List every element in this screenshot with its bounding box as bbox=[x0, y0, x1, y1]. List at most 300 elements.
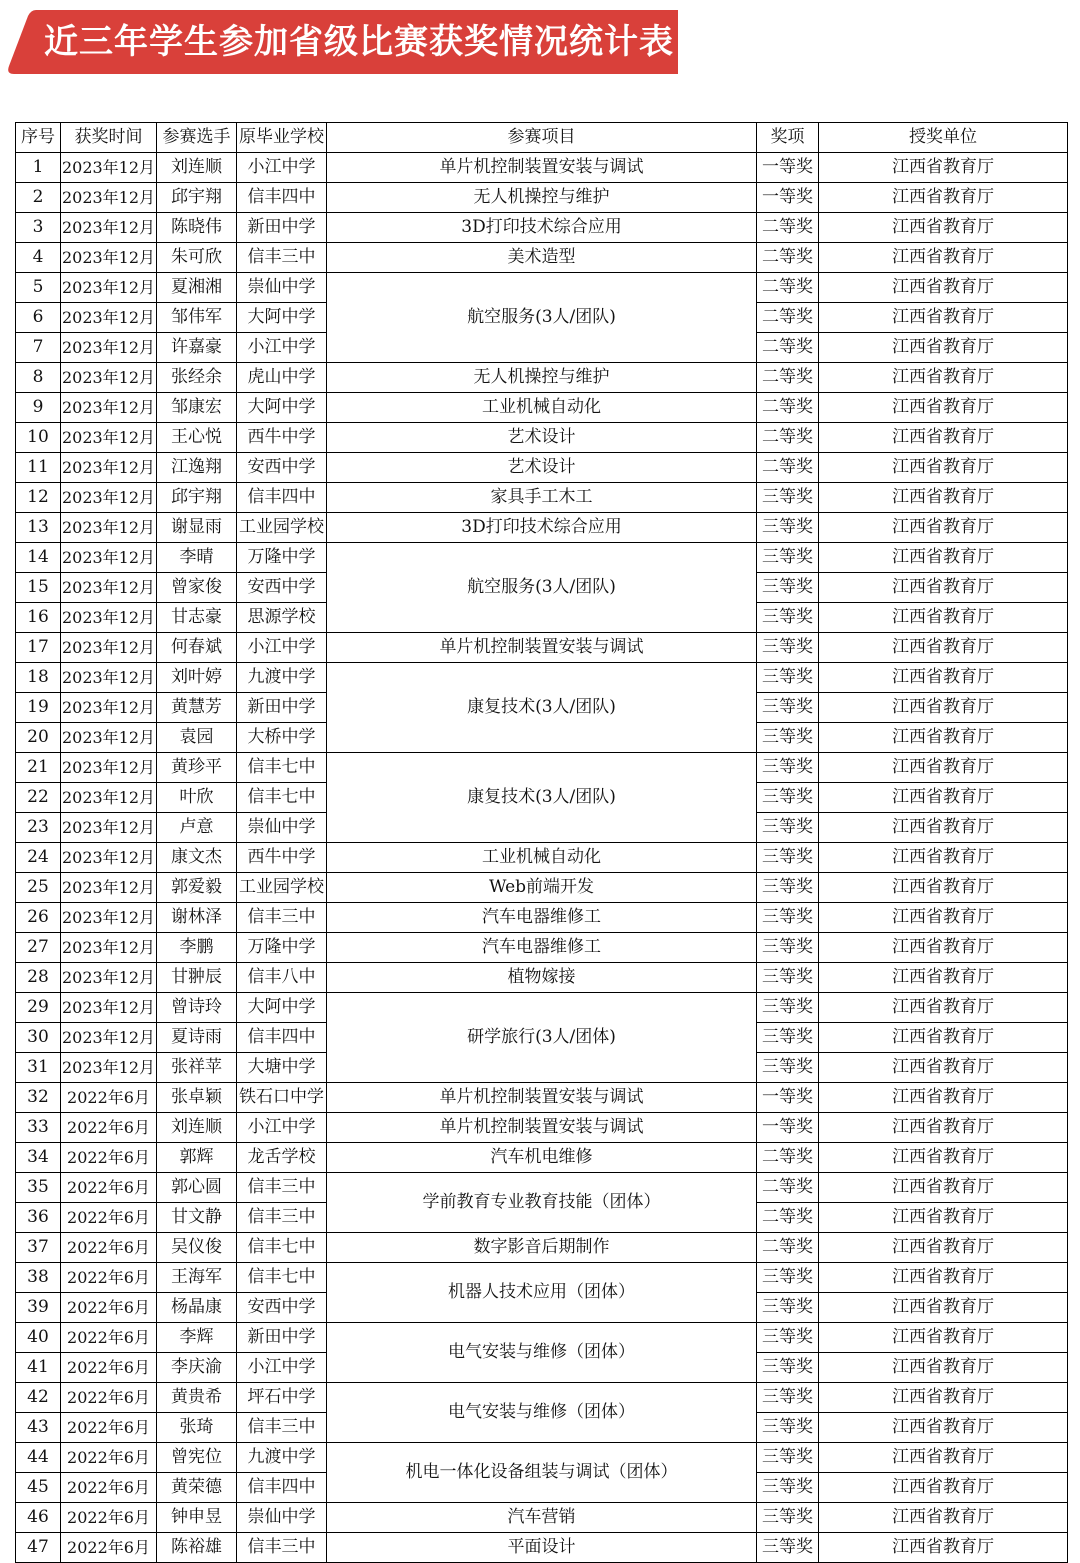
cell-no: 19 bbox=[16, 693, 61, 723]
cell-award: 三等奖 bbox=[757, 753, 819, 783]
table-row bbox=[16, 513, 1068, 543]
cell-date: 2023年12月 bbox=[61, 213, 157, 243]
cell-school: 信丰三中 bbox=[237, 1413, 327, 1443]
cell-date: 2022年6月 bbox=[61, 1353, 157, 1383]
cell-school: 小江中学 bbox=[237, 1353, 327, 1383]
cell-award: 三等奖 bbox=[757, 1473, 819, 1503]
cell-no: 1 bbox=[16, 153, 61, 183]
cell-award: 二等奖 bbox=[757, 213, 819, 243]
cell-project: 航空服务(3人/团队) bbox=[327, 273, 757, 363]
table-header-row bbox=[16, 123, 1068, 153]
table-row bbox=[16, 843, 1068, 873]
cell-project: 汽车机电维修 bbox=[327, 1143, 757, 1173]
table-row bbox=[16, 753, 1068, 783]
cell-date: 2022年6月 bbox=[61, 1503, 157, 1533]
cell-name: 何春斌 bbox=[157, 633, 237, 663]
cell-project: 3D打印技术综合应用 bbox=[327, 213, 757, 243]
cell-org: 江西省教育厅 bbox=[819, 423, 1068, 453]
cell-award: 二等奖 bbox=[757, 363, 819, 393]
cell-org: 江西省教育厅 bbox=[819, 1173, 1068, 1203]
cell-date: 2023年12月 bbox=[61, 423, 157, 453]
cell-school: 工业园学校 bbox=[237, 873, 327, 903]
cell-award: 一等奖 bbox=[757, 1083, 819, 1113]
cell-school: 安西中学 bbox=[237, 573, 327, 603]
cell-name: 张经余 bbox=[157, 363, 237, 393]
cell-date: 2023年12月 bbox=[61, 483, 157, 513]
cell-award: 二等奖 bbox=[757, 423, 819, 453]
cell-name: 郭爱毅 bbox=[157, 873, 237, 903]
cell-date: 2023年12月 bbox=[61, 543, 157, 573]
cell-date: 2023年12月 bbox=[61, 633, 157, 663]
cell-name: 夏诗雨 bbox=[157, 1023, 237, 1053]
cell-org: 江西省教育厅 bbox=[819, 633, 1068, 663]
cell-org: 江西省教育厅 bbox=[819, 393, 1068, 423]
cell-name: 刘叶婷 bbox=[157, 663, 237, 693]
cell-school: 崇仙中学 bbox=[237, 813, 327, 843]
cell-org: 江西省教育厅 bbox=[819, 1203, 1068, 1233]
cell-project: 汽车电器维修工 bbox=[327, 903, 757, 933]
cell-name: 王海军 bbox=[157, 1263, 237, 1293]
cell-project: 单片机控制装置安装与调试 bbox=[327, 1113, 757, 1143]
cell-school: 信丰三中 bbox=[237, 1203, 327, 1233]
cell-award: 二等奖 bbox=[757, 1173, 819, 1203]
cell-school: 九渡中学 bbox=[237, 663, 327, 693]
cell-name: 卢意 bbox=[157, 813, 237, 843]
cell-project: 无人机操控与维护 bbox=[327, 183, 757, 213]
cell-no: 3 bbox=[16, 213, 61, 243]
cell-org: 江西省教育厅 bbox=[819, 483, 1068, 513]
cell-name: 钟申昱 bbox=[157, 1503, 237, 1533]
cell-date: 2022年6月 bbox=[61, 1473, 157, 1503]
cell-name: 朱可欣 bbox=[157, 243, 237, 273]
cell-school: 大阿中学 bbox=[237, 993, 327, 1023]
cell-name: 邹康宏 bbox=[157, 393, 237, 423]
cell-date: 2023年12月 bbox=[61, 453, 157, 483]
cell-project: 美术造型 bbox=[327, 243, 757, 273]
cell-school: 龙舌学校 bbox=[237, 1143, 327, 1173]
cell-date: 2022年6月 bbox=[61, 1533, 157, 1563]
cell-school: 安西中学 bbox=[237, 453, 327, 483]
cell-no: 18 bbox=[16, 663, 61, 693]
table-row bbox=[16, 453, 1068, 483]
cell-project: 单片机控制装置安装与调试 bbox=[327, 1083, 757, 1113]
cell-org: 江西省教育厅 bbox=[819, 813, 1068, 843]
cell-project: 工业机械自动化 bbox=[327, 393, 757, 423]
cell-school: 信丰四中 bbox=[237, 1023, 327, 1053]
cell-project: 机器人技术应用（团体） bbox=[327, 1263, 757, 1323]
title-banner bbox=[6, 10, 678, 74]
cell-no: 47 bbox=[16, 1533, 61, 1563]
cell-school: 万隆中学 bbox=[237, 543, 327, 573]
cell-org: 江西省教育厅 bbox=[819, 1443, 1068, 1473]
cell-award: 三等奖 bbox=[757, 1023, 819, 1053]
cell-award: 三等奖 bbox=[757, 1413, 819, 1443]
cell-award: 三等奖 bbox=[757, 963, 819, 993]
cell-date: 2022年6月 bbox=[61, 1113, 157, 1143]
cell-school: 九渡中学 bbox=[237, 1443, 327, 1473]
cell-no: 9 bbox=[16, 393, 61, 423]
cell-no: 16 bbox=[16, 603, 61, 633]
cell-org: 江西省教育厅 bbox=[819, 1323, 1068, 1353]
page-title: 近三年学生参加省级比赛获奖情况统计表 bbox=[44, 22, 674, 62]
cell-date: 2023年12月 bbox=[61, 603, 157, 633]
cell-project: 植物嫁接 bbox=[327, 963, 757, 993]
table-row bbox=[16, 873, 1068, 903]
cell-name: 袁园 bbox=[157, 723, 237, 753]
cell-date: 2023年12月 bbox=[61, 933, 157, 963]
cell-award: 三等奖 bbox=[757, 933, 819, 963]
cell-school: 信丰七中 bbox=[237, 783, 327, 813]
cell-school: 崇仙中学 bbox=[237, 273, 327, 303]
cell-project: 艺术设计 bbox=[327, 423, 757, 453]
cell-award: 一等奖 bbox=[757, 183, 819, 213]
cell-date: 2023年12月 bbox=[61, 963, 157, 993]
cell-org: 江西省教育厅 bbox=[819, 603, 1068, 633]
cell-org: 江西省教育厅 bbox=[819, 153, 1068, 183]
table-row bbox=[16, 1263, 1068, 1293]
cell-date: 2022年6月 bbox=[61, 1293, 157, 1323]
cell-no: 33 bbox=[16, 1113, 61, 1143]
cell-org: 江西省教育厅 bbox=[819, 693, 1068, 723]
cell-project: 康复技术(3人/团队) bbox=[327, 753, 757, 843]
cell-date: 2023年12月 bbox=[61, 813, 157, 843]
cell-name: 黄珍平 bbox=[157, 753, 237, 783]
cell-name: 陈裕雄 bbox=[157, 1533, 237, 1563]
cell-name: 张卓颖 bbox=[157, 1083, 237, 1113]
cell-org: 江西省教育厅 bbox=[819, 513, 1068, 543]
cell-school: 信丰三中 bbox=[237, 243, 327, 273]
cell-org: 江西省教育厅 bbox=[819, 783, 1068, 813]
table-row bbox=[16, 1443, 1068, 1473]
cell-date: 2023年12月 bbox=[61, 723, 157, 753]
cell-school: 西牛中学 bbox=[237, 843, 327, 873]
cell-name: 郭心圆 bbox=[157, 1173, 237, 1203]
cell-school: 信丰三中 bbox=[237, 1173, 327, 1203]
cell-school: 大桥中学 bbox=[237, 723, 327, 753]
cell-date: 2023年12月 bbox=[61, 363, 157, 393]
table-row bbox=[16, 483, 1068, 513]
header-name: 参赛选手 bbox=[157, 123, 237, 153]
table-row bbox=[16, 273, 1068, 303]
cell-no: 39 bbox=[16, 1293, 61, 1323]
cell-award: 二等奖 bbox=[757, 333, 819, 363]
table-row bbox=[16, 1113, 1068, 1143]
cell-award: 三等奖 bbox=[757, 633, 819, 663]
cell-date: 2023年12月 bbox=[61, 333, 157, 363]
cell-date: 2023年12月 bbox=[61, 993, 157, 1023]
cell-school: 信丰七中 bbox=[237, 1233, 327, 1263]
cell-award: 二等奖 bbox=[757, 393, 819, 423]
header-org: 授奖单位 bbox=[819, 123, 1068, 153]
cell-org: 江西省教育厅 bbox=[819, 183, 1068, 213]
table-row bbox=[16, 933, 1068, 963]
cell-no: 7 bbox=[16, 333, 61, 363]
cell-org: 江西省教育厅 bbox=[819, 1293, 1068, 1323]
cell-school: 新田中学 bbox=[237, 693, 327, 723]
cell-school: 西牛中学 bbox=[237, 423, 327, 453]
cell-school: 大阿中学 bbox=[237, 303, 327, 333]
cell-org: 江西省教育厅 bbox=[819, 273, 1068, 303]
cell-school: 信丰三中 bbox=[237, 903, 327, 933]
cell-award: 三等奖 bbox=[757, 783, 819, 813]
cell-award: 二等奖 bbox=[757, 453, 819, 483]
cell-award: 三等奖 bbox=[757, 1053, 819, 1083]
cell-name: 陈晓伟 bbox=[157, 213, 237, 243]
cell-date: 2022年6月 bbox=[61, 1383, 157, 1413]
cell-project: 航空服务(3人/团队) bbox=[327, 543, 757, 633]
cell-date: 2022年6月 bbox=[61, 1323, 157, 1353]
table-row bbox=[16, 213, 1068, 243]
cell-no: 10 bbox=[16, 423, 61, 453]
cell-no: 17 bbox=[16, 633, 61, 663]
cell-org: 江西省教育厅 bbox=[819, 723, 1068, 753]
table-row bbox=[16, 633, 1068, 663]
cell-award: 二等奖 bbox=[757, 243, 819, 273]
cell-org: 江西省教育厅 bbox=[819, 1413, 1068, 1443]
table-row bbox=[16, 1233, 1068, 1263]
cell-no: 30 bbox=[16, 1023, 61, 1053]
cell-project: 艺术设计 bbox=[327, 453, 757, 483]
cell-no: 24 bbox=[16, 843, 61, 873]
cell-award: 三等奖 bbox=[757, 513, 819, 543]
cell-project: 汽车营销 bbox=[327, 1503, 757, 1533]
cell-award: 三等奖 bbox=[757, 1443, 819, 1473]
cell-project: 机电一体化设备组装与调试（团体） bbox=[327, 1443, 757, 1503]
table-row bbox=[16, 1173, 1068, 1203]
cell-no: 43 bbox=[16, 1413, 61, 1443]
cell-project: 无人机操控与维护 bbox=[327, 363, 757, 393]
cell-date: 2023年12月 bbox=[61, 873, 157, 903]
cell-org: 江西省教育厅 bbox=[819, 573, 1068, 603]
cell-name: 甘文静 bbox=[157, 1203, 237, 1233]
cell-school: 小江中学 bbox=[237, 333, 327, 363]
cell-project: 电气安装与维修（团体） bbox=[327, 1323, 757, 1383]
table-row bbox=[16, 423, 1068, 453]
cell-org: 江西省教育厅 bbox=[819, 903, 1068, 933]
cell-no: 20 bbox=[16, 723, 61, 753]
cell-name: 曾宪位 bbox=[157, 1443, 237, 1473]
cell-org: 江西省教育厅 bbox=[819, 1353, 1068, 1383]
cell-award: 三等奖 bbox=[757, 663, 819, 693]
cell-school: 信丰三中 bbox=[237, 1533, 327, 1563]
cell-no: 5 bbox=[16, 273, 61, 303]
cell-no: 21 bbox=[16, 753, 61, 783]
cell-award: 二等奖 bbox=[757, 303, 819, 333]
table-row bbox=[16, 243, 1068, 273]
cell-school: 信丰八中 bbox=[237, 963, 327, 993]
cell-school: 大阿中学 bbox=[237, 393, 327, 423]
cell-org: 江西省教育厅 bbox=[819, 1233, 1068, 1263]
cell-school: 小江中学 bbox=[237, 633, 327, 663]
cell-date: 2023年12月 bbox=[61, 693, 157, 723]
cell-no: 29 bbox=[16, 993, 61, 1023]
cell-school: 信丰四中 bbox=[237, 1473, 327, 1503]
cell-award: 三等奖 bbox=[757, 573, 819, 603]
cell-name: 邱宇翔 bbox=[157, 483, 237, 513]
cell-date: 2022年6月 bbox=[61, 1413, 157, 1443]
cell-school: 万隆中学 bbox=[237, 933, 327, 963]
cell-org: 江西省教育厅 bbox=[819, 1263, 1068, 1293]
cell-no: 12 bbox=[16, 483, 61, 513]
cell-award: 三等奖 bbox=[757, 843, 819, 873]
cell-award: 三等奖 bbox=[757, 903, 819, 933]
cell-school: 信丰七中 bbox=[237, 753, 327, 783]
cell-school: 坪石中学 bbox=[237, 1383, 327, 1413]
cell-school: 思源学校 bbox=[237, 603, 327, 633]
cell-project: 康复技术(3人/团队) bbox=[327, 663, 757, 753]
cell-no: 41 bbox=[16, 1353, 61, 1383]
cell-project: 单片机控制装置安装与调试 bbox=[327, 633, 757, 663]
cell-date: 2023年12月 bbox=[61, 273, 157, 303]
cell-no: 27 bbox=[16, 933, 61, 963]
cell-org: 江西省教育厅 bbox=[819, 873, 1068, 903]
cell-name: 王心悦 bbox=[157, 423, 237, 453]
cell-no: 2 bbox=[16, 183, 61, 213]
cell-no: 42 bbox=[16, 1383, 61, 1413]
cell-name: 曾诗玲 bbox=[157, 993, 237, 1023]
table-row bbox=[16, 903, 1068, 933]
table-row bbox=[16, 393, 1068, 423]
cell-date: 2023年12月 bbox=[61, 753, 157, 783]
cell-name: 邱宇翔 bbox=[157, 183, 237, 213]
cell-no: 32 bbox=[16, 1083, 61, 1113]
cell-school: 信丰七中 bbox=[237, 1263, 327, 1293]
cell-date: 2023年12月 bbox=[61, 1053, 157, 1083]
cell-org: 江西省教育厅 bbox=[819, 1503, 1068, 1533]
cell-org: 江西省教育厅 bbox=[819, 1023, 1068, 1053]
header-date: 获奖时间 bbox=[61, 123, 157, 153]
cell-project: 工业机械自动化 bbox=[327, 843, 757, 873]
cell-date: 2023年12月 bbox=[61, 663, 157, 693]
table-row bbox=[16, 993, 1068, 1023]
cell-no: 45 bbox=[16, 1473, 61, 1503]
cell-name: 谢林泽 bbox=[157, 903, 237, 933]
cell-award: 二等奖 bbox=[757, 1203, 819, 1233]
cell-name: 许嘉豪 bbox=[157, 333, 237, 363]
cell-date: 2022年6月 bbox=[61, 1263, 157, 1293]
cell-award: 三等奖 bbox=[757, 993, 819, 1023]
awards-table bbox=[15, 122, 1068, 1563]
cell-name: 张祥苹 bbox=[157, 1053, 237, 1083]
cell-name: 黄贵希 bbox=[157, 1383, 237, 1413]
cell-org: 江西省教育厅 bbox=[819, 1533, 1068, 1563]
cell-project: Web前端开发 bbox=[327, 873, 757, 903]
cell-no: 34 bbox=[16, 1143, 61, 1173]
cell-org: 江西省教育厅 bbox=[819, 963, 1068, 993]
cell-no: 23 bbox=[16, 813, 61, 843]
cell-no: 4 bbox=[16, 243, 61, 273]
cell-award: 三等奖 bbox=[757, 873, 819, 903]
cell-no: 26 bbox=[16, 903, 61, 933]
cell-date: 2023年12月 bbox=[61, 153, 157, 183]
cell-no: 46 bbox=[16, 1503, 61, 1533]
cell-org: 江西省教育厅 bbox=[819, 333, 1068, 363]
cell-no: 28 bbox=[16, 963, 61, 993]
cell-name: 曾家俊 bbox=[157, 573, 237, 603]
cell-name: 郭辉 bbox=[157, 1143, 237, 1173]
cell-date: 2023年12月 bbox=[61, 243, 157, 273]
cell-org: 江西省教育厅 bbox=[819, 1053, 1068, 1083]
cell-project: 电气安装与维修（团体） bbox=[327, 1383, 757, 1443]
cell-no: 13 bbox=[16, 513, 61, 543]
cell-no: 8 bbox=[16, 363, 61, 393]
cell-no: 11 bbox=[16, 453, 61, 483]
cell-date: 2022年6月 bbox=[61, 1233, 157, 1263]
header-no: 序号 bbox=[16, 123, 61, 153]
cell-name: 康文杰 bbox=[157, 843, 237, 873]
cell-org: 江西省教育厅 bbox=[819, 843, 1068, 873]
cell-name: 夏湘湘 bbox=[157, 273, 237, 303]
cell-org: 江西省教育厅 bbox=[819, 1143, 1068, 1173]
header-award: 奖项 bbox=[757, 123, 819, 153]
cell-award: 三等奖 bbox=[757, 603, 819, 633]
cell-school: 信丰四中 bbox=[237, 483, 327, 513]
cell-project: 单片机控制装置安装与调试 bbox=[327, 153, 757, 183]
cell-org: 江西省教育厅 bbox=[819, 453, 1068, 483]
cell-award: 三等奖 bbox=[757, 1503, 819, 1533]
cell-name: 吴仪俊 bbox=[157, 1233, 237, 1263]
cell-date: 2023年12月 bbox=[61, 183, 157, 213]
cell-school: 崇仙中学 bbox=[237, 1503, 327, 1533]
cell-name: 谢显雨 bbox=[157, 513, 237, 543]
header-project: 参赛项目 bbox=[327, 123, 757, 153]
cell-no: 36 bbox=[16, 1203, 61, 1233]
cell-org: 江西省教育厅 bbox=[819, 363, 1068, 393]
cell-school: 安西中学 bbox=[237, 1293, 327, 1323]
cell-name: 江逸翔 bbox=[157, 453, 237, 483]
cell-name: 李鹏 bbox=[157, 933, 237, 963]
cell-name: 李辉 bbox=[157, 1323, 237, 1353]
table-row bbox=[16, 1503, 1068, 1533]
cell-name: 甘翀辰 bbox=[157, 963, 237, 993]
cell-name: 张琦 bbox=[157, 1413, 237, 1443]
cell-no: 38 bbox=[16, 1263, 61, 1293]
cell-date: 2023年12月 bbox=[61, 903, 157, 933]
cell-date: 2023年12月 bbox=[61, 573, 157, 603]
cell-date: 2022年6月 bbox=[61, 1143, 157, 1173]
cell-no: 35 bbox=[16, 1173, 61, 1203]
cell-no: 15 bbox=[16, 573, 61, 603]
cell-org: 江西省教育厅 bbox=[819, 1473, 1068, 1503]
table-row bbox=[16, 963, 1068, 993]
cell-name: 甘志豪 bbox=[157, 603, 237, 633]
cell-date: 2023年12月 bbox=[61, 303, 157, 333]
cell-award: 三等奖 bbox=[757, 693, 819, 723]
table-row bbox=[16, 1383, 1068, 1413]
table-row bbox=[16, 363, 1068, 393]
cell-no: 44 bbox=[16, 1443, 61, 1473]
cell-no: 25 bbox=[16, 873, 61, 903]
cell-project: 家具手工木工 bbox=[327, 483, 757, 513]
cell-org: 江西省教育厅 bbox=[819, 303, 1068, 333]
cell-date: 2023年12月 bbox=[61, 513, 157, 543]
cell-name: 叶欣 bbox=[157, 783, 237, 813]
cell-date: 2022年6月 bbox=[61, 1083, 157, 1113]
cell-org: 江西省教育厅 bbox=[819, 1383, 1068, 1413]
cell-school: 铁石口中学 bbox=[237, 1083, 327, 1113]
cell-award: 二等奖 bbox=[757, 1143, 819, 1173]
cell-award: 三等奖 bbox=[757, 723, 819, 753]
cell-award: 一等奖 bbox=[757, 153, 819, 183]
header-school: 原毕业学校 bbox=[237, 123, 327, 153]
cell-award: 三等奖 bbox=[757, 1533, 819, 1563]
cell-school: 小江中学 bbox=[237, 153, 327, 183]
cell-org: 江西省教育厅 bbox=[819, 933, 1068, 963]
cell-name: 杨晶康 bbox=[157, 1293, 237, 1323]
cell-award: 二等奖 bbox=[757, 1233, 819, 1263]
cell-no: 37 bbox=[16, 1233, 61, 1263]
table-row bbox=[16, 543, 1068, 573]
